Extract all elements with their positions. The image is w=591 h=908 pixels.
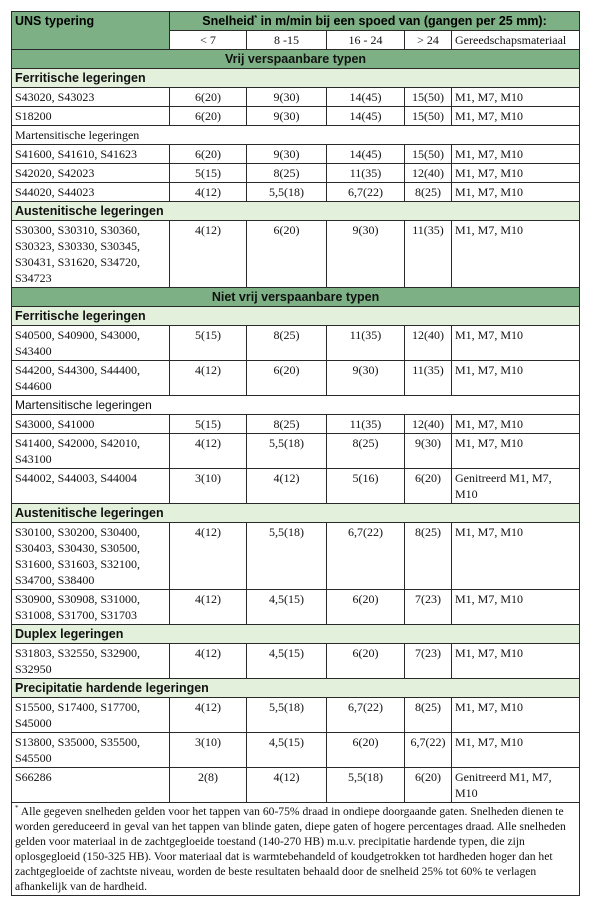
group-title: Duplex legeringen [12, 625, 580, 644]
speed-value: 4,5(15) [247, 644, 327, 679]
speed-footnote-mark: * [254, 14, 258, 22]
footnote-mark: * [15, 804, 19, 813]
speed-value: 5(16) [327, 469, 405, 504]
section-band: Vrij verspaanbare typen [12, 50, 580, 69]
tool-material: M1, M7, M10 [452, 145, 580, 164]
speed-value: 4(12) [247, 768, 327, 803]
group-title: Ferritische legeringen [12, 307, 580, 326]
tool-material: M1, M7, M10 [452, 434, 580, 469]
speed-value: 14(45) [327, 145, 405, 164]
speed-value: 6(20) [327, 644, 405, 679]
group-row [12, 69, 580, 88]
speed-value: 4(12) [170, 590, 247, 625]
speed-value: 9(30) [247, 107, 327, 126]
speed-value: 4(12) [170, 434, 247, 469]
tool-material: M1, M7, M10 [452, 523, 580, 590]
col-pitch-8-15: 8 -15 [247, 31, 327, 50]
tapping-speed-table [11, 11, 580, 896]
speed-value: 8(25) [327, 434, 405, 469]
speed-value: 9(30) [327, 361, 405, 396]
group-row [12, 307, 580, 326]
tool-material: M1, M7, M10 [452, 164, 580, 183]
section-band: Niet vrij verspaanbare typen [12, 288, 580, 307]
uns-designation: S15500, S17400, S17700, S45000 [12, 698, 170, 733]
speed-value: 4(12) [170, 644, 247, 679]
speed-value: 6(20) [247, 221, 327, 288]
table-row [12, 164, 580, 183]
speed-value: 15(50) [405, 145, 452, 164]
speed-value: 8(25) [247, 164, 327, 183]
group-title: Austenitische legeringen [12, 504, 580, 523]
uns-designation: S18200 [12, 107, 170, 126]
speed-value: 4(12) [170, 698, 247, 733]
group-row [12, 504, 580, 523]
tool-material: M1, M7, M10 [452, 183, 580, 202]
footnote [12, 803, 580, 896]
col-pitch-16-24: 16 - 24 [327, 31, 405, 50]
tool-material: M1, M7, M10 [452, 733, 580, 768]
speed-value: 6(20) [170, 107, 247, 126]
uns-designation: S40500, S40900, S43000, S43400 [12, 326, 170, 361]
uns-designation: S42020, S42023 [12, 164, 170, 183]
header-row [12, 12, 580, 31]
table-body [12, 50, 580, 803]
group-row [12, 679, 580, 698]
speed-value: 5,5(18) [247, 523, 327, 590]
tool-material: M1, M7, M10 [452, 88, 580, 107]
speed-value: 5(15) [170, 164, 247, 183]
speed-title-rest: in m/min bij een spoed van (gangen per 25 mm): [257, 14, 547, 28]
speed-value: 4(12) [170, 183, 247, 202]
speed-value: 4(12) [170, 523, 247, 590]
uns-designation: S31803, S32550, S32900, S32950 [12, 644, 170, 679]
speed-value: 4(12) [170, 361, 247, 396]
uns-designation: S30900, S30908, S31000, S31008, S31700, S31703 [12, 590, 170, 625]
table-row [12, 644, 580, 679]
tool-material: M1, M7, M10 [452, 221, 580, 288]
uns-designation: S41600, S41610, S41623 [12, 145, 170, 164]
speed-value: 2(8) [170, 768, 247, 803]
speed-value: 6(20) [170, 88, 247, 107]
speed-value: 4(12) [170, 221, 247, 288]
tool-material: M1, M7, M10 [452, 326, 580, 361]
speed-value: 5,5(18) [247, 698, 327, 733]
tool-material: M1, M7, M10 [452, 361, 580, 396]
table-row [12, 415, 580, 434]
speed-value: 8(25) [405, 698, 452, 733]
speed-value: 12(40) [405, 164, 452, 183]
speed-value: 5(15) [170, 326, 247, 361]
speed-value: 11(35) [405, 361, 452, 396]
uns-designation: S44002, S44003, S44004 [12, 469, 170, 504]
footnote-row [12, 803, 580, 896]
uns-designation: S30100, S30200, S30400, S30403, S30430, S30500, S31600, S31603, S32100, S34700, S38400 [12, 523, 170, 590]
table-row [12, 107, 580, 126]
uns-designation: S43020, S43023 [12, 88, 170, 107]
speed-value: 11(35) [327, 326, 405, 361]
speed-header [170, 12, 580, 31]
group-row [12, 625, 580, 644]
tool-material: M1, M7, M10 [452, 644, 580, 679]
speed-value: 14(45) [327, 88, 405, 107]
col-pitch-gt24: > 24 [405, 31, 452, 50]
uns-designation: S66286 [12, 768, 170, 803]
table-row [12, 221, 580, 288]
group-title: Martensitische legeringen [12, 396, 580, 415]
group-title: Precipitatie hardende legeringen [12, 679, 580, 698]
table-row [12, 523, 580, 590]
speed-value: 15(50) [405, 107, 452, 126]
group-row [12, 396, 580, 415]
table-row [12, 183, 580, 202]
speed-value: 4,5(15) [247, 733, 327, 768]
speed-value: 9(30) [247, 88, 327, 107]
tool-material: M1, M7, M10 [452, 107, 580, 126]
tool-material: M1, M7, M10 [452, 415, 580, 434]
table-row [12, 469, 580, 504]
speed-value: 11(35) [327, 415, 405, 434]
table-row [12, 361, 580, 396]
group-row [12, 126, 580, 145]
uns-designation: S13800, S35000, S35500, S45500 [12, 733, 170, 768]
speed-value: 5(15) [170, 415, 247, 434]
speed-value: 6(20) [247, 361, 327, 396]
speed-value: 8(25) [405, 183, 452, 202]
group-title: Austenitische legeringen [12, 202, 580, 221]
speed-value: 5,5(18) [247, 434, 327, 469]
table-row [12, 698, 580, 733]
speed-value: 6(20) [170, 145, 247, 164]
speed-value: 14(45) [327, 107, 405, 126]
uns-header: UNS typering [12, 12, 170, 50]
speed-value: 6(20) [327, 733, 405, 768]
speed-value: 7(23) [405, 590, 452, 625]
table-row [12, 434, 580, 469]
speed-value: 12(40) [405, 415, 452, 434]
uns-designation: S41400, S42000, S42010, S43100 [12, 434, 170, 469]
speed-value: 15(50) [405, 88, 452, 107]
section-band-row [12, 288, 580, 307]
table-row [12, 145, 580, 164]
tool-material: M1, M7, M10 [452, 698, 580, 733]
speed-value: 6,7(22) [327, 698, 405, 733]
speed-value: 4(12) [247, 469, 327, 504]
table-row [12, 768, 580, 803]
speed-value: 4,5(15) [247, 590, 327, 625]
uns-designation: S43000, S41000 [12, 415, 170, 434]
group-row [12, 202, 580, 221]
table-row [12, 88, 580, 107]
group-title: Ferritische legeringen [12, 69, 580, 88]
tool-material: Genitreerd M1, M7, M10 [452, 768, 580, 803]
speed-value: 3(10) [170, 733, 247, 768]
speed-value: 5,5(18) [327, 768, 405, 803]
speed-value: 11(35) [327, 164, 405, 183]
speed-value: 8(25) [405, 523, 452, 590]
speed-value: 11(35) [405, 221, 452, 288]
speed-value: 6,7(22) [405, 733, 452, 768]
speed-title: Snelheid [202, 14, 255, 28]
footnote-text: Alle gegeven snelheden gelden voor het tappen van 60-75% draad in ondiepe doorgaande gaten. Snelheden dienen te worden gereduceerd in geval van het tappen van blinde gaten, diepe gaten of hogere percentages draad. Alle snelheden gelden voor materiaal in de zachtgegloeide toestand (140-270 HB) m.u.v. precipitatie hardende typen, die zijn oplosgegloeid (150-325 HB). Voor materiaal dat is warmtebehandeld of koudgetrokken tot hardheden hoger dan het zachtgegloeide of zachtste niveau, worden de beste resultaten behaald door de snelheid 25% tot 60% te verlagen afhankelijk van de hardheid. [15, 805, 566, 893]
speed-value: 6(20) [405, 469, 452, 504]
table-row [12, 733, 580, 768]
col-pitch-lt7: < 7 [170, 31, 247, 50]
speed-value: 8(25) [247, 415, 327, 434]
uns-designation: S30300, S30310, S30360, S30323, S30330, S30345, S30431, S31620, S34720, S34723 [12, 221, 170, 288]
tapping-speed-table-container [11, 11, 579, 896]
speed-value: 8(25) [247, 326, 327, 361]
speed-value: 6,7(22) [327, 523, 405, 590]
speed-value: 6(20) [327, 590, 405, 625]
speed-value: 6,7(22) [327, 183, 405, 202]
speed-value: 6(20) [405, 768, 452, 803]
section-band-row [12, 50, 580, 69]
speed-value: 3(10) [170, 469, 247, 504]
speed-value: 5,5(18) [247, 183, 327, 202]
tool-material: Genitreerd M1, M7, M10 [452, 469, 580, 504]
speed-value: 7(23) [405, 644, 452, 679]
speed-value: 12(40) [405, 326, 452, 361]
uns-designation: S44200, S44300, S44400, S44600 [12, 361, 170, 396]
speed-value: 9(30) [327, 221, 405, 288]
tool-material: M1, M7, M10 [452, 590, 580, 625]
speed-value: 9(30) [405, 434, 452, 469]
group-title: Martensitische legeringen [12, 126, 580, 145]
col-tool-material: Gereedschapsmateriaal [452, 31, 580, 50]
speed-value: 9(30) [247, 145, 327, 164]
table-row [12, 590, 580, 625]
uns-designation: S44020, S44023 [12, 183, 170, 202]
table-row [12, 326, 580, 361]
